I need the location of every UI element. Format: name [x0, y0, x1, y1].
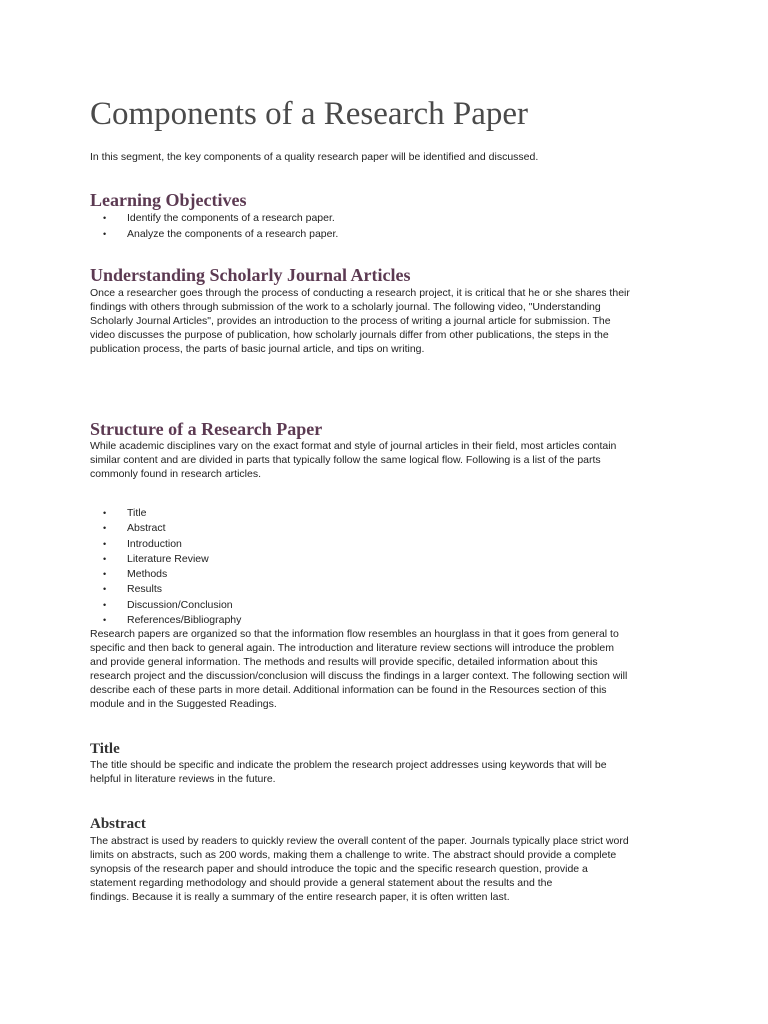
list-item: • Methods: [90, 567, 241, 582]
list-item: • Abstract: [90, 521, 241, 536]
bullet-icon: •: [103, 508, 107, 518]
bullet-icon: •: [103, 523, 107, 534]
list-item: • Literature Review: [90, 552, 241, 567]
document-title: Components of a Research Paper: [90, 96, 529, 132]
learning-objectives-list: [90, 210, 338, 242]
structure-body-paragraph: Research papers are organized so that the information flow resembles an hourglass in that it goes from general to specific and then back to general again. The introduction and literature review sections will introduce the problem and provide general information. The methods and results will provide specific, detailed information about this research project and the discussion/conclusion will discuss the findings in a larger context. The following section will describe each of these parts in more detail. Additional information can be found in the Resources section of this module and in the Suggested Readings.: [90, 628, 628, 710]
abstract-section-heading: Abstract: [90, 816, 146, 832]
title-section-paragraph: The title should be specific and indicate the problem the research project addresses using keywords that will be helpful in literature reviews in the future.: [90, 759, 607, 785]
bullet-icon: •: [103, 213, 107, 223]
bullet-icon: •: [103, 615, 107, 626]
list-item: • References/Bibliography: [90, 613, 241, 628]
intro-paragraph: In this segment, the key components of a quality research paper will be identified and discussed.: [90, 151, 539, 163]
list-item: • Introduction: [90, 537, 241, 552]
bullet-icon: •: [103, 569, 107, 580]
list-item: • Identify the components of a research paper.: [103, 212, 335, 224]
list-item: • Title: [90, 506, 241, 521]
structure-heading: Structure of a Research Paper: [90, 419, 323, 439]
scholarly-articles-paragraph: Once a researcher goes through the process of conducting a research project, it is critical that he or she shares their findings with others through submission of the work to a scholarly journal. The following video, "Understanding Scholarly Journal Articles", provides an introduction to the process of writing a journal article for submission. The video discusses the purpose of publication, how scholarly journals differ from other publications, the steps in the publication process, the parts of basic journal article, and tips on writing.: [90, 287, 630, 355]
list-item: • Results: [90, 582, 241, 597]
learning-objectives-heading: Learning Objectives: [90, 190, 247, 210]
title-section-heading: Title: [90, 741, 120, 757]
bullet-icon: •: [103, 229, 107, 239]
abstract-section-paragraph: The abstract is used by readers to quickly review the overall content of the paper. Journals typically place strict word limits on abstracts, such as 200 words, making them a challenge to write. The abstract should provide a complete synopsis of the research paper and should introduce the topic and the specific research question, provide a statement regarding methodology and should provide a general statement about the results and the findings. Because it is really a summary of the entire research paper, it is often written last.: [90, 835, 629, 903]
bullet-icon: •: [103, 584, 107, 595]
list-item: • Analyze the components of a research paper.: [103, 228, 339, 240]
bullet-icon: •: [103, 553, 107, 564]
bullet-icon: •: [103, 599, 107, 610]
paper-parts-list: [90, 506, 241, 628]
structure-intro-paragraph: While academic disciplines vary on the exact format and style of journal articles in their field, most articles contain similar content and are divided in parts that typically follow the same logical flow. Following is a list of the parts commonly found in research articles.: [90, 440, 617, 480]
scholarly-articles-heading: Understanding Scholarly Journal Articles: [90, 265, 411, 285]
list-item: • Discussion/Conclusion: [90, 598, 241, 613]
bullet-icon: •: [103, 538, 107, 549]
